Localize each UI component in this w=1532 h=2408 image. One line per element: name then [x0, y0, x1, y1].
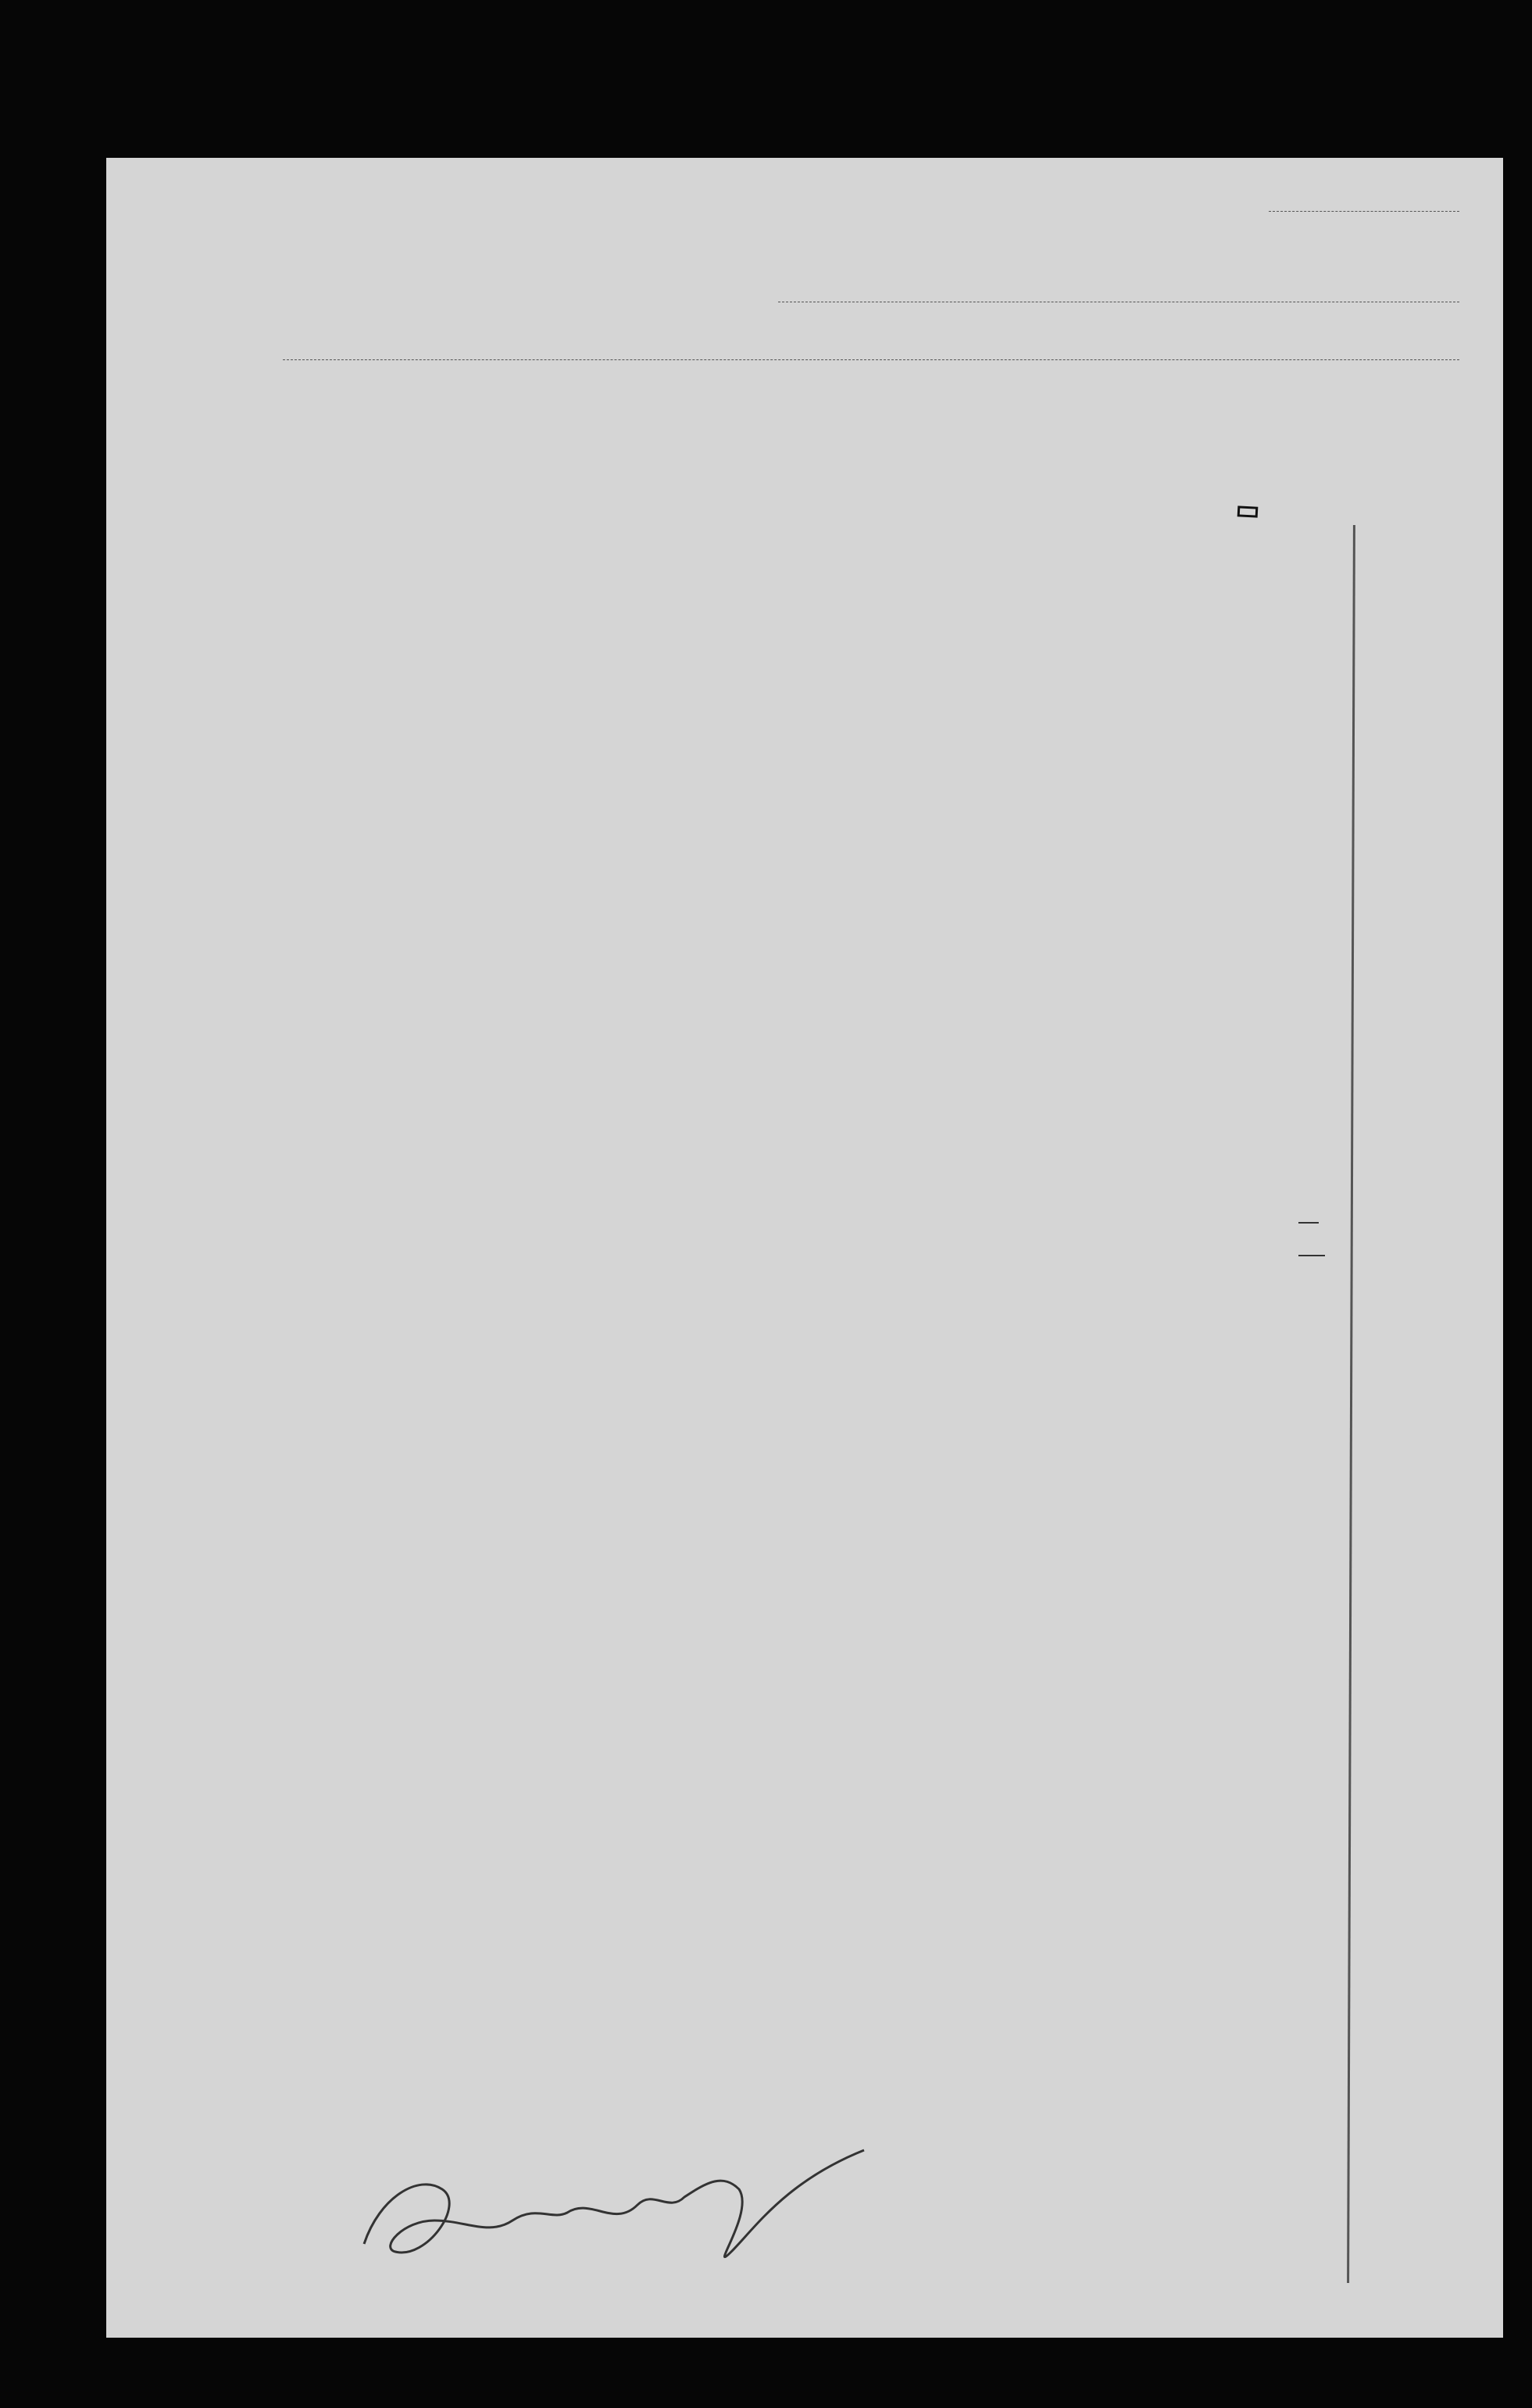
- list-no-line: [1269, 211, 1459, 212]
- manifest-page: [106, 158, 1503, 2338]
- count-dash-1: [1298, 1222, 1319, 1224]
- vessel-line: [283, 359, 1459, 360]
- officer-check-line: [1347, 525, 1355, 2283]
- count-dash-2: [1298, 1255, 1325, 1256]
- us-citizen-stamp: [1237, 506, 1259, 517]
- signature: [333, 2103, 895, 2306]
